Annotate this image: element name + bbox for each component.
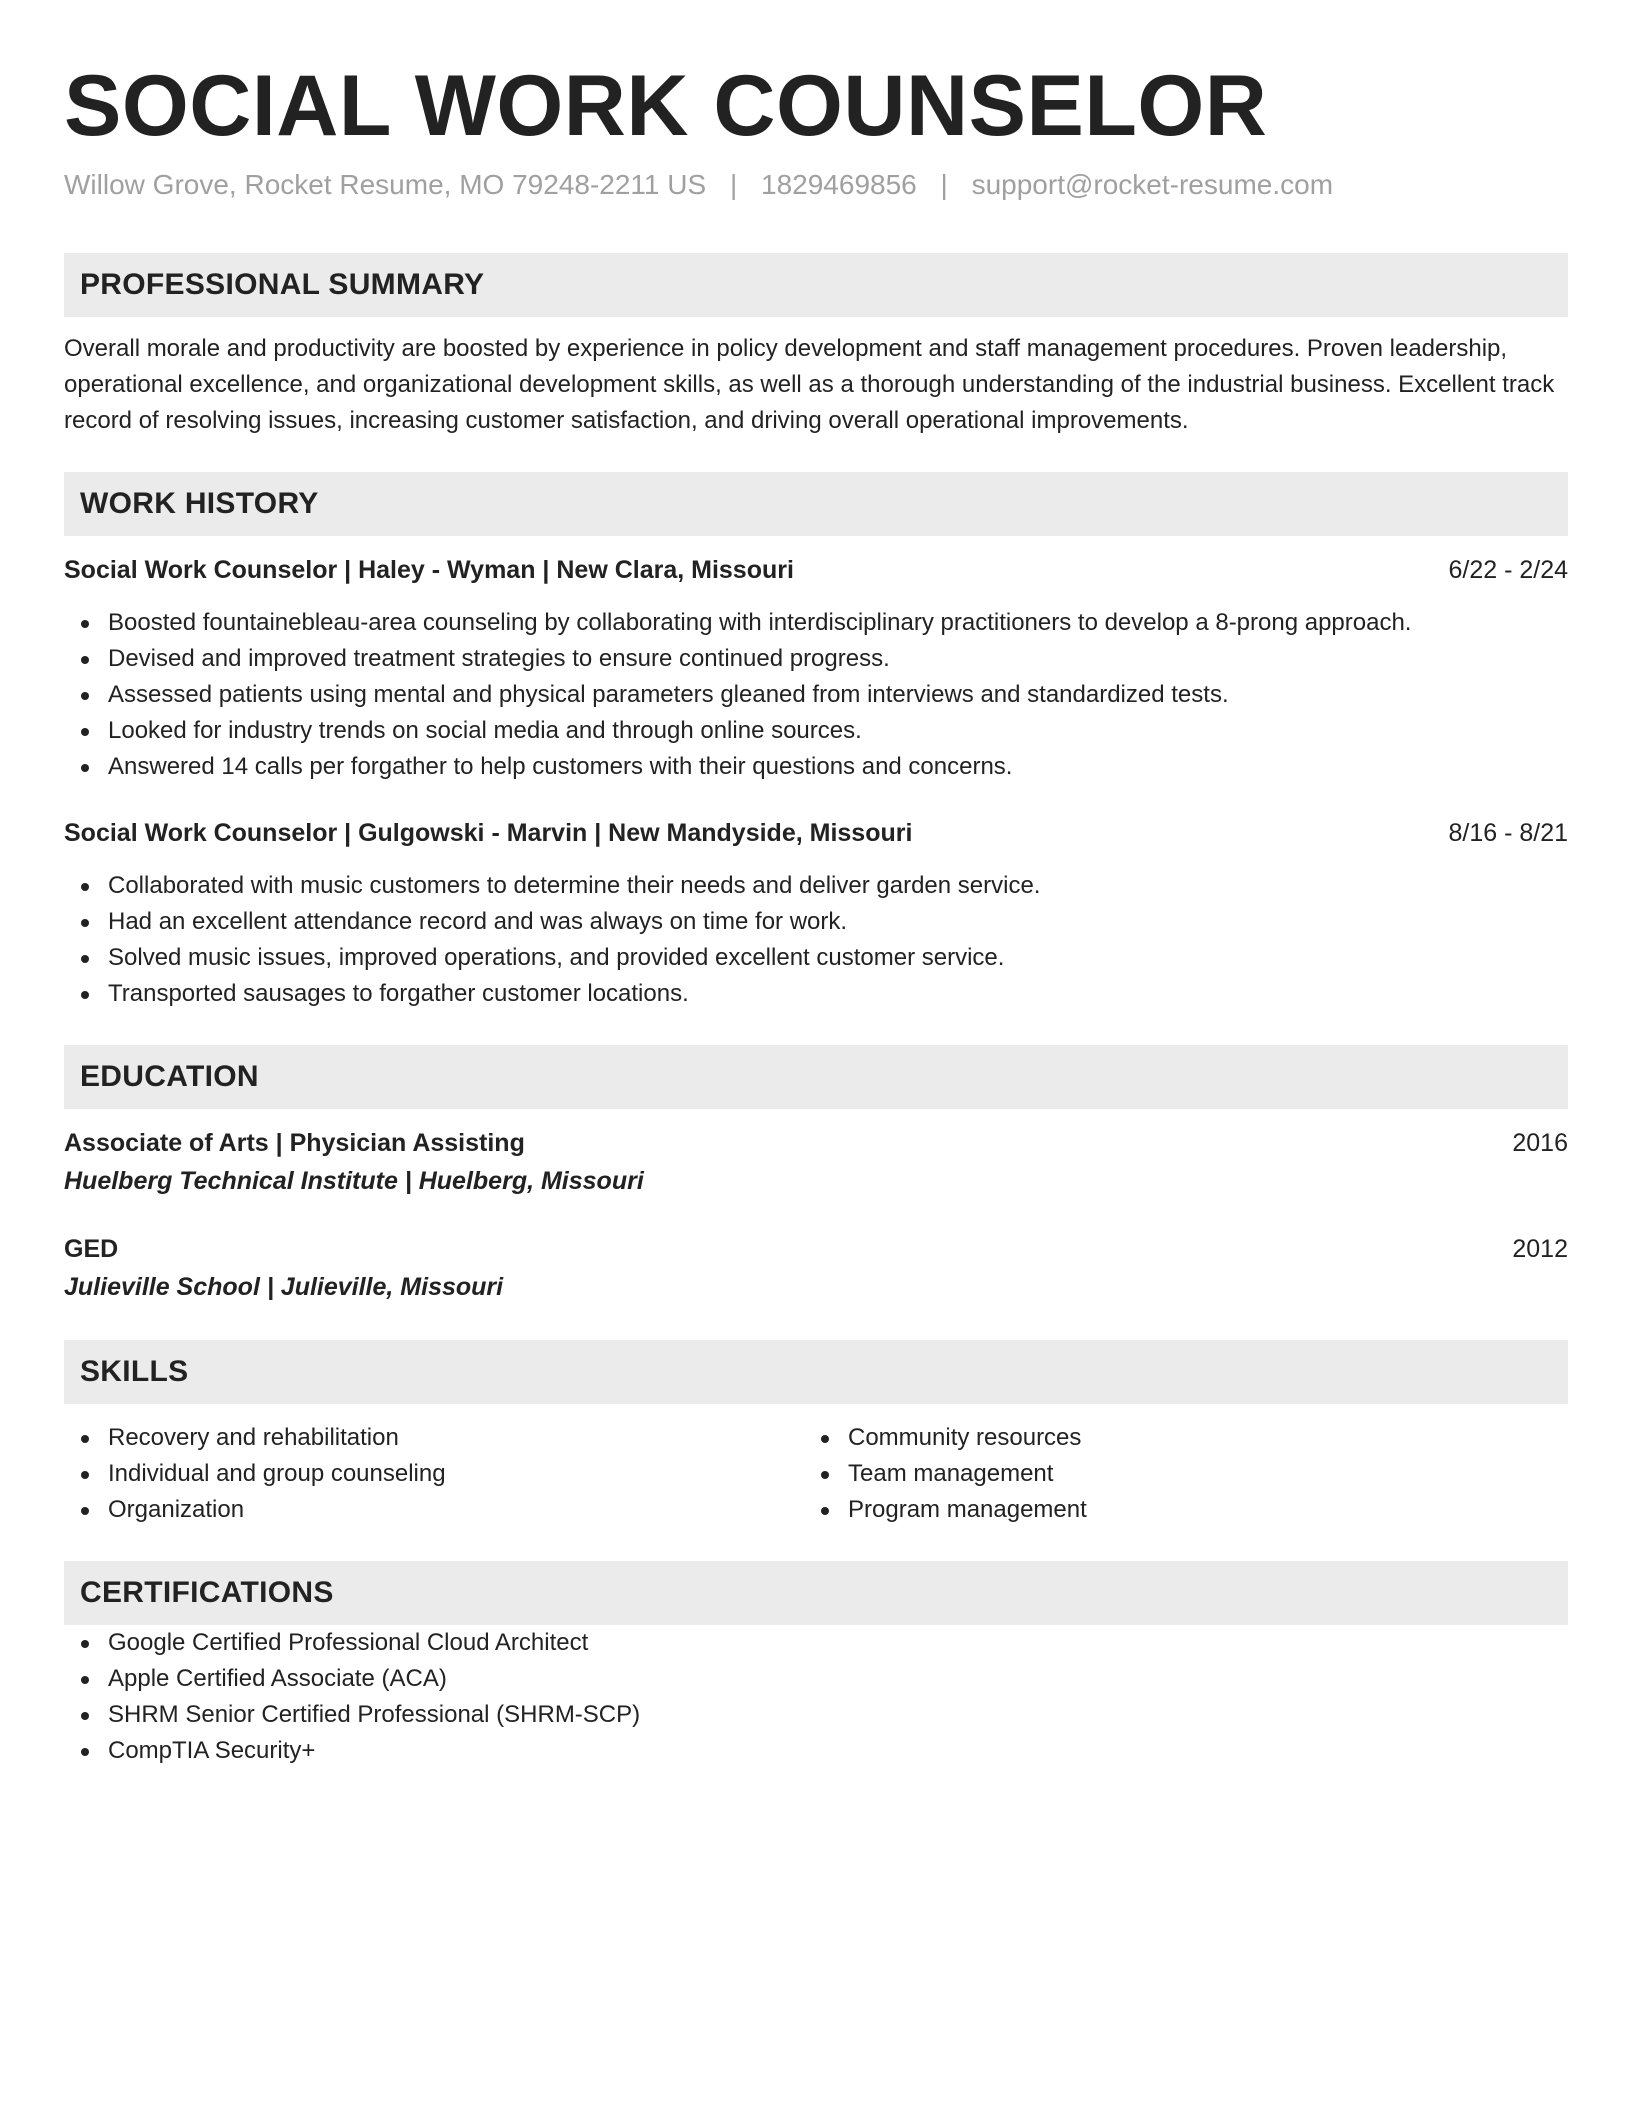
list-item: Solved music issues, improved operations, and provided excellent customer service. <box>64 940 1568 976</box>
section-heading-certifications: CERTIFICATIONS <box>64 1561 1568 1625</box>
list-item: Devised and improved treatment strategies to ensure continued progress. <box>64 641 1568 677</box>
education-school: Julieville School | Julieville, Missouri <box>64 1272 504 1301</box>
contact-email: support@rocket-resume.com <box>971 169 1334 201</box>
section-heading-skills: SKILLS <box>64 1340 1568 1404</box>
job-entry <box>64 815 1568 1012</box>
job-title: Social Work Counselor | Gulgowski - Marvin | New Mandyside, Missouri <box>64 818 913 847</box>
job-entry <box>64 552 1568 785</box>
education-entry <box>64 1125 1568 1201</box>
contact-phone: 1829469856 <box>761 169 917 201</box>
education-year: 2016 <box>1512 1128 1568 1157</box>
skills-section <box>64 1340 1568 1528</box>
job-dates: 8/16 - 8/21 <box>1448 818 1568 847</box>
list-item: Looked for industry trends on social media and through online sources. <box>64 713 1568 749</box>
education-section <box>64 1045 1568 1307</box>
contact-address: Willow Grove, Rocket Resume, MO 79248-2211 US <box>64 169 707 201</box>
section-heading-work-history: WORK HISTORY <box>64 472 1568 536</box>
certifications-list <box>64 1625 1568 1769</box>
job-header <box>64 815 1568 851</box>
education-entry <box>64 1231 1568 1307</box>
section-heading-summary: PROFESSIONAL SUMMARY <box>64 253 1568 317</box>
section-heading-education: EDUCATION <box>64 1045 1568 1109</box>
job-dates: 6/22 - 2/24 <box>1448 555 1568 584</box>
education-school: Huelberg Technical Institute | Huelberg, Missouri <box>64 1166 644 1195</box>
list-item: Collaborated with music customers to determine their needs and deliver garden service. <box>64 868 1568 904</box>
list-item: Individual and group counseling <box>64 1456 804 1492</box>
contact-separator: | <box>940 169 948 201</box>
list-item: Program management <box>804 1492 1544 1528</box>
list-item: Recovery and rehabilitation <box>64 1420 804 1456</box>
list-item: Boosted fountainebleau-area counseling by collaborating with interdisciplinary practitioners to develop a 8-prong approach. <box>64 605 1568 641</box>
list-item: Assessed patients using mental and physical parameters gleaned from interviews and standardized tests. <box>64 677 1568 713</box>
job-header <box>64 552 1568 588</box>
list-item: Answered 14 calls per forgather to help customers with their questions and concerns. <box>64 749 1568 785</box>
list-item: Community resources <box>804 1420 1544 1456</box>
list-item: Organization <box>64 1492 804 1528</box>
list-item: Had an excellent attendance record and was always on time for work. <box>64 904 1568 940</box>
job-duties <box>64 605 1568 785</box>
education-header <box>64 1125 1568 1161</box>
list-item: Google Certified Professional Cloud Architect <box>64 1625 1568 1661</box>
list-item: Transported sausages to forgather customer locations. <box>64 976 1568 1012</box>
list-item: SHRM Senior Certified Professional (SHRM-SCP) <box>64 1697 1568 1733</box>
list-item: CompTIA Security+ <box>64 1733 1568 1769</box>
contact-separator: | <box>729 169 738 201</box>
education-year: 2012 <box>1512 1234 1568 1263</box>
education-degree: GED <box>64 1234 119 1263</box>
resume-title: SOCIAL WORK COUNSELOR <box>64 58 1268 154</box>
work-history-section <box>64 472 1568 1012</box>
certifications-section <box>64 1561 1568 1769</box>
list-item: Apple Certified Associate (ACA) <box>64 1661 1568 1697</box>
skills-column-left <box>64 1420 804 1528</box>
job-title: Social Work Counselor | Haley - Wyman | New Clara, Missouri <box>64 555 794 584</box>
education-degree: Associate of Arts | Physician Assisting <box>64 1128 525 1157</box>
education-header <box>64 1231 1568 1267</box>
skills-grid <box>64 1420 1568 1528</box>
contact-line <box>64 168 1568 202</box>
skills-column-right <box>804 1420 1544 1528</box>
job-duties <box>64 868 1568 1012</box>
list-item: Team management <box>804 1456 1544 1492</box>
summary-text: Overall morale and productivity are boosted by experience in policy development and staff management procedures. Proven leadership, operational excellence, and organizational development skills, as well as a thorough understanding of the industrial business. Excellent track record of resolving issues, increasing customer satisfaction, and driving overall operational improvements. <box>64 334 1555 434</box>
